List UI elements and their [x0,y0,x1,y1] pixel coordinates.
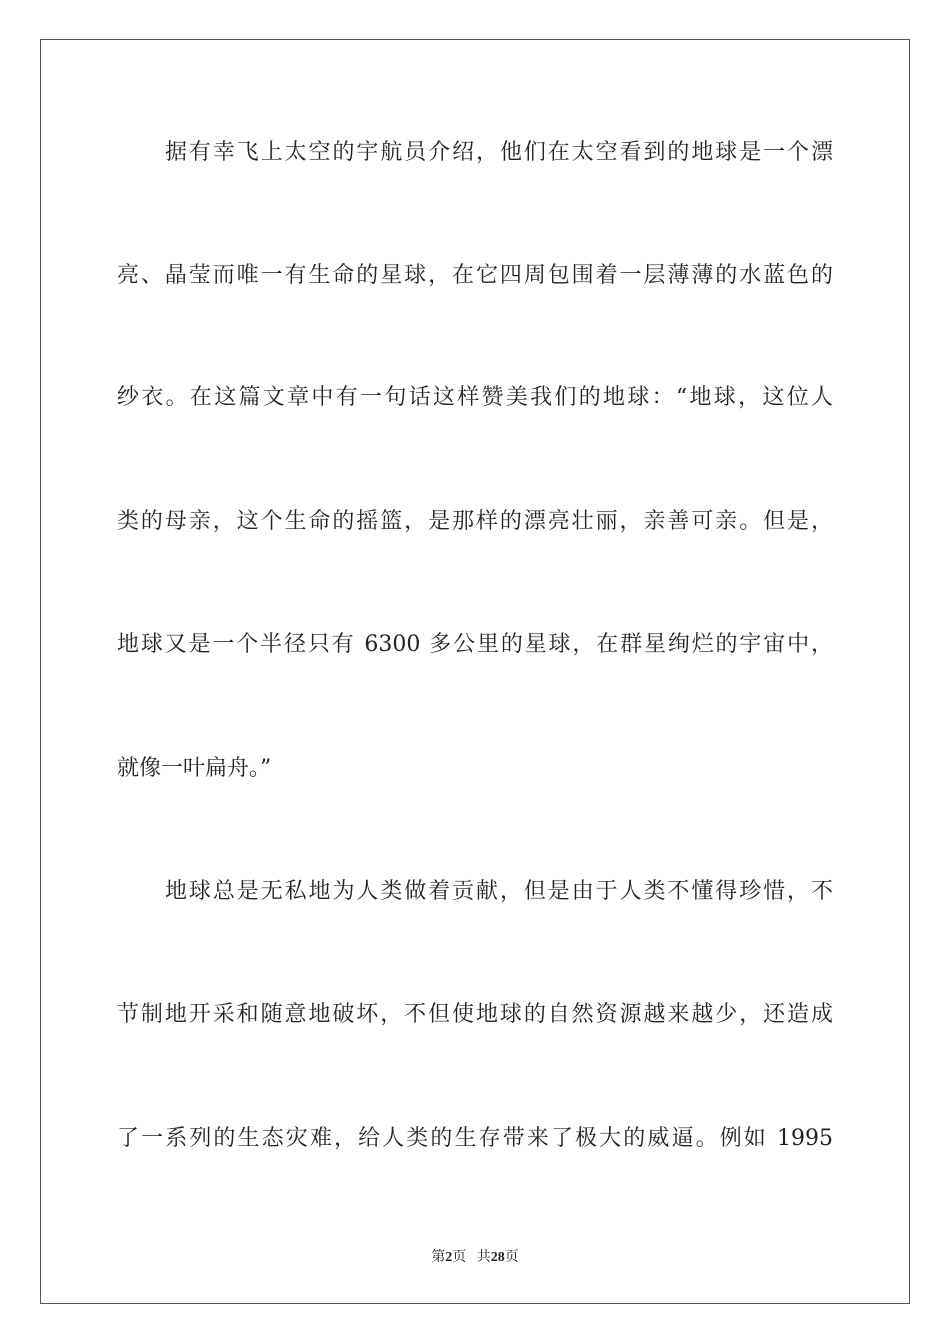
page-footer [0,1246,950,1266]
footer-total-suffix: 页 [504,1250,519,1265]
text-line-4: 类的母亲，这个生命的摇篮，是那样的漂亮壮丽，亲善可亲。但是， [117,509,833,534]
page-border [40,39,910,1304]
text-line-6: 就像一叶扁舟。” [117,756,272,781]
text-line-9: 了一系列的生态灾难，给人类的生存带来了极大的威逼。例如 1995 [117,1126,833,1151]
footer-total-prefix: 共 [476,1250,491,1265]
footer-total-pages: 28 [490,1250,505,1265]
footer-page-number: 2 [445,1250,453,1265]
text-line-8: 节制地开采和随意地破坏，不但使地球的自然资源越来越少，还造成 [117,1002,833,1027]
text-line-7: 地球总是无私地为人类做着贡献，但是由于人类不懂得珍惜，不 [165,879,833,904]
text-line-5: 地球又是一个半径只有 6300 多公里的星球，在群星绚烂的宇宙中， [117,632,833,657]
text-line-2: 亮、晶莹而唯一有生命的星球，在它四周包围着一层薄薄的水蓝色的 [117,263,833,288]
text-line-3: 纱衣。在这篇文章中有一句话这样赞美我们的地球：“地球，这位人 [117,385,833,410]
text-line-1: 据有幸飞上太空的宇航员介绍，他们在太空看到的地球是一个漂 [165,140,833,165]
footer-prefix: 第 [431,1250,446,1265]
footer-page-suffix: 页 [452,1250,467,1265]
